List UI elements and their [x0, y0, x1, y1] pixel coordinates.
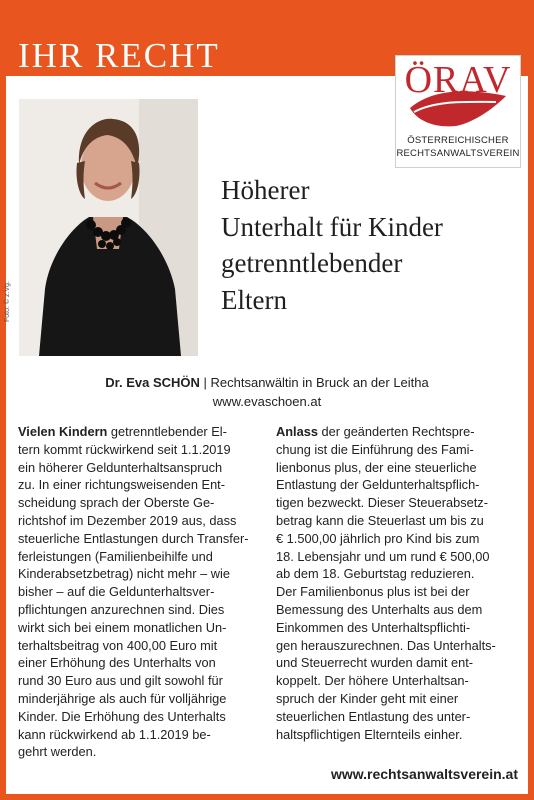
logo-wordmark: ÖRAV [404, 59, 512, 101]
article-line: bisher – auf die Geldunterhaltsver- [18, 584, 215, 600]
author-role: | Rechtsanwältin in Bruck an der Leitha [199, 375, 429, 390]
headline-line: Eltern [221, 284, 287, 315]
article-line: koppelt. Der höhere Unterhaltsan- [276, 673, 469, 689]
article-line: Kinderabsetzbetrag) nicht mehr – wie [18, 566, 230, 582]
article-line: 18. Lebensjahr und um rund € 500,00 [276, 548, 490, 564]
photo-credit: Foto: © z.Vg. [4, 281, 11, 322]
article-line: steuerliche Entlastungen durch Transfer- [18, 530, 249, 546]
article-column-left [18, 423, 260, 761]
article-line: Kinder. Die Erhöhung des Unterhalts [18, 708, 226, 724]
article-line: haltspflichtigen Elternteils einher. [276, 726, 463, 742]
headline [221, 172, 511, 318]
article-line: minderjährige als auch für volljährige [18, 690, 227, 706]
article-line: Entlastung der Geldunterhaltspflich- [276, 477, 480, 493]
lead-words: Anlass [276, 424, 318, 439]
article-line: Bemessung des Unterhalts aus dem [276, 601, 483, 617]
logo-subtitle-line-1: ÖSTERREICHISCHER [407, 135, 509, 146]
oerav-logo [395, 55, 521, 168]
article-line: € 1.500,00 jährlich pro Kind bis zum [276, 530, 480, 546]
logo-subtitle-line-2: RECHTSANWALTSVEREIN [396, 148, 520, 159]
headline-line: getrenntlebender [221, 248, 403, 278]
article-line: lienbonus plus, der eine steuerliche [276, 459, 477, 475]
article-line: scheidung sprach der Oberste Ge- [18, 495, 215, 511]
article-line: gehrt werden. [18, 744, 97, 760]
article-line: kann rückwirkend ab 1.1.2019 be- [18, 726, 211, 742]
author-byline [0, 373, 534, 411]
article-line: getrenntlebender El- [107, 424, 227, 439]
article-line: steuerlichen Entlastung des unter- [276, 708, 471, 724]
banner-title: IHR RECHT [18, 36, 220, 75]
article-line: richtshof im Dezember 2019 aus, dass [18, 512, 237, 528]
article-line: Der Familienbonus plus ist bei der [276, 584, 470, 600]
article-column-right [276, 423, 518, 743]
article-line: der geänderten Rechtspre- [317, 424, 475, 439]
article-line: ab dem 18. Geburtstag reduzieren. [276, 566, 475, 582]
article-line: pflichtungen anzurechnen sind. Dies [18, 601, 225, 617]
article-line: und Steuerrecht wurden damit ent- [276, 655, 474, 671]
article-line: gen herauszurechnen. Das Unterhalts- [276, 637, 496, 653]
headline-line: Unterhalt für Kinder [221, 211, 443, 242]
author-website-link[interactable]: www.evaschoen.at [212, 394, 322, 409]
article-line: Einkommen des Unterhaltspflichti- [276, 619, 471, 635]
article-line: spruch der Kinder geht mit einer [276, 690, 459, 706]
author-name: Dr. Eva SCHÖN [105, 375, 200, 390]
lead-words: Vielen Kindern [18, 424, 108, 439]
article-line: chung ist die Einführung des Fami- [276, 441, 474, 457]
article-line: ein höherer Geldunterhaltsanspruch [18, 459, 223, 475]
article-line: tern kommt rückwirkend seit 1.1.2019 [18, 441, 231, 457]
article-line: rund 30 Euro aus und gilt sowohl für [18, 673, 223, 689]
article-line: einer Erhöhung des Unterhalts von [18, 655, 216, 671]
article-line: tigen bezweckt. Dieser Steuerabsetz- [276, 495, 488, 511]
article-line: terhaltsbeitrag von 400,00 Euro mit [18, 637, 218, 653]
headline-line: Höherer [221, 175, 310, 205]
article-line: wirkt sich bei einem monatlichen Un- [18, 619, 227, 635]
article-line: betrag kann die Steuerlast um bis zu [276, 512, 484, 528]
author-photo [19, 99, 198, 356]
footer-website-link[interactable]: www.rechtsanwaltsverein.at [331, 766, 518, 782]
article-line: zu. In einer richtungsweisenden Ent- [18, 477, 225, 493]
article-line: ferleistungen (Familienbeihilfe und [18, 548, 213, 564]
